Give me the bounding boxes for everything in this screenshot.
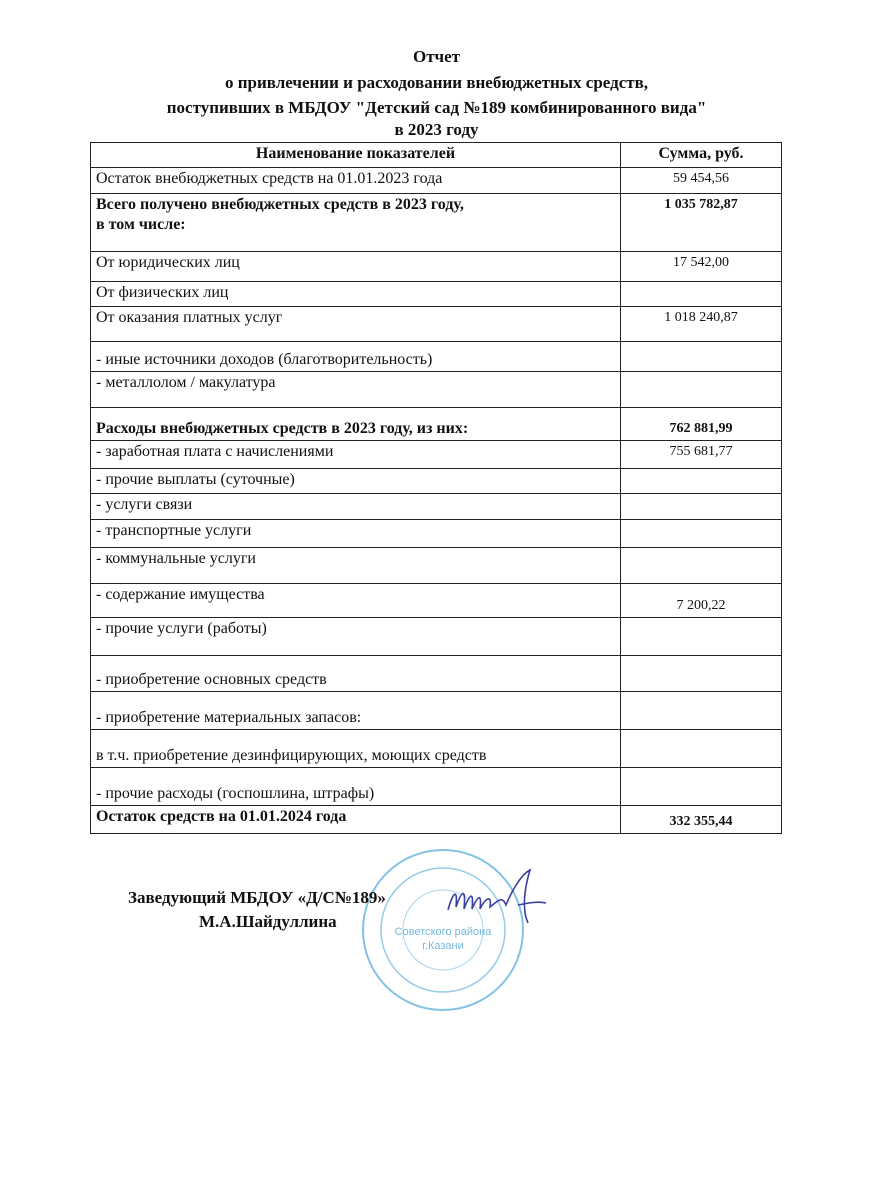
row-value — [621, 282, 782, 307]
row-label-line: в том числе: — [96, 216, 186, 233]
header-name: Наименование показателей — [91, 143, 621, 168]
table-row — [91, 494, 782, 520]
table-row — [91, 730, 782, 768]
table-row — [91, 768, 782, 806]
row-value — [621, 730, 782, 768]
svg-text:г.Казани: г.Казани — [422, 940, 464, 952]
row-label: - коммунальные услуги — [91, 548, 621, 584]
row-value — [621, 548, 782, 584]
row-value: 755 681,77 — [621, 441, 782, 469]
row-value — [621, 520, 782, 548]
row-value — [621, 656, 782, 692]
table-row — [91, 282, 782, 307]
row-label: в т.ч. приобретение дезинфицирующих, моющих средств — [91, 730, 621, 768]
table-row — [91, 520, 782, 548]
doc-subtitle-3: в 2023 году — [394, 120, 479, 139]
table-row — [91, 469, 782, 494]
table-row — [91, 168, 782, 194]
row-value — [621, 372, 782, 408]
table-row — [91, 806, 782, 834]
row-label: - металлолом / макулатура — [91, 372, 621, 408]
row-value — [621, 494, 782, 520]
row-value: 332 355,44 — [621, 806, 782, 834]
row-label: Расходы внебюджетных средств в 2023 году, из них: — [91, 408, 621, 441]
row-label: - услуги связи — [91, 494, 621, 520]
row-label: От физических лиц — [91, 282, 621, 307]
table-row — [91, 252, 782, 282]
table-row — [91, 307, 782, 342]
row-label: От оказания платных услуг — [91, 307, 621, 342]
row-label: От юридических лиц — [91, 252, 621, 282]
svg-text:Советского района: Советского района — [394, 926, 492, 938]
row-label: - иные источники доходов (благотворительность) — [91, 342, 621, 372]
row-value: 1 018 240,87 — [621, 307, 782, 342]
table-row — [91, 656, 782, 692]
row-value — [621, 692, 782, 730]
report-table — [90, 142, 782, 834]
table-header — [91, 143, 782, 168]
header-sum: Сумма, руб. — [621, 143, 782, 168]
row-label: Остаток внебюджетных средств на 01.01.2023 года — [91, 168, 621, 194]
signatory-position: Заведующий МБДОУ «Д/С№189» — [128, 888, 386, 907]
doc-subtitle-1: о привлечении и расходовании внебюджетных средств, — [224, 73, 649, 92]
table-row — [91, 194, 782, 252]
table-row — [91, 692, 782, 730]
table-row — [91, 548, 782, 584]
table-row — [91, 342, 782, 372]
row-value: 17 542,00 — [621, 252, 782, 282]
row-value: 1 035 782,87 — [621, 194, 782, 252]
table-row — [91, 372, 782, 408]
row-label: - прочие расходы (госпошлина, штрафы) — [91, 768, 621, 806]
row-value: 59 454,56 — [621, 168, 782, 194]
row-label: Остаток средств на 01.01.2024 года — [91, 806, 621, 834]
table-row — [91, 618, 782, 656]
table-row — [91, 584, 782, 618]
row-label — [91, 194, 621, 252]
doc-subtitle-2: поступивших в МБДОУ "Детский сад №189 комбинированного вида" — [166, 98, 707, 117]
row-label: - приобретение материальных запасов: — [91, 692, 621, 730]
row-value — [621, 768, 782, 806]
row-label: - заработная плата с начислениями — [91, 441, 621, 469]
handwritten-signature — [440, 865, 550, 930]
row-label: - прочие услуги (работы) — [91, 618, 621, 656]
row-label: - прочие выплаты (суточные) — [91, 469, 621, 494]
row-value — [621, 618, 782, 656]
row-label-line: Всего получено внебюджетных средств в 2023 году, — [96, 196, 464, 213]
table-row — [91, 441, 782, 469]
table-row — [91, 408, 782, 441]
row-value — [621, 342, 782, 372]
row-label: - приобретение основных средств — [91, 656, 621, 692]
row-value: 7 200,22 — [621, 584, 782, 618]
doc-title: Отчет — [412, 47, 461, 66]
row-value — [621, 469, 782, 494]
row-value: 762 881,99 — [621, 408, 782, 441]
row-label: - содержание имущества — [91, 584, 621, 618]
row-label: - транспортные услуги — [91, 520, 621, 548]
signatory-name: М.А.Шайдуллина — [199, 912, 337, 931]
